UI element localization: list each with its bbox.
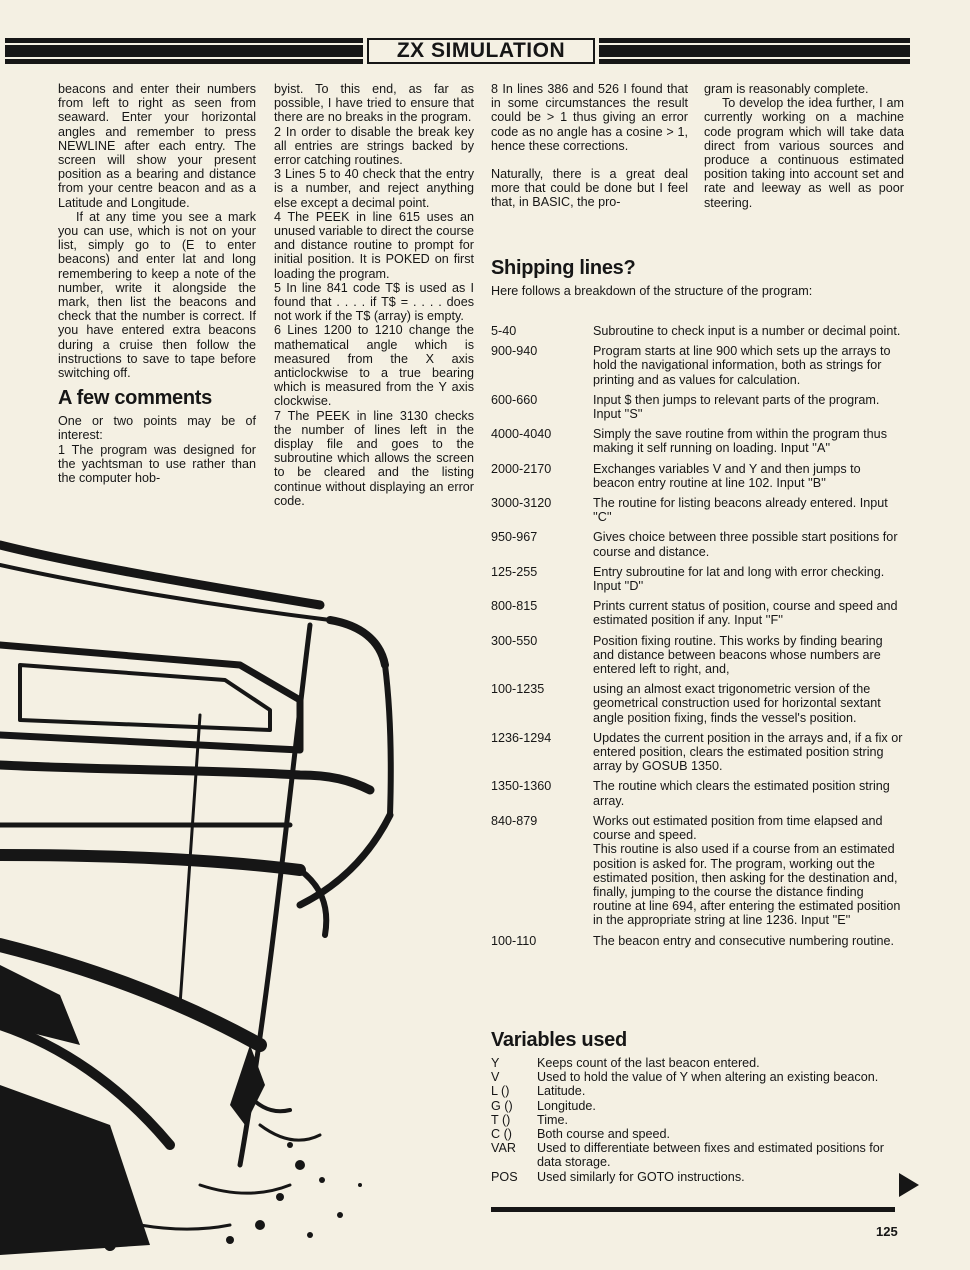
page-number: 125 (876, 1224, 898, 1239)
variable-description: Longitude. (537, 1098, 596, 1113)
variable-name: Y (491, 1056, 500, 1070)
list-item (491, 599, 905, 627)
variable-name: POS (491, 1169, 518, 1184)
line-description: Works out estimated position from time elapsed and course and speed. (593, 813, 883, 843)
variable-description: Keeps count of the last beacon entered. (537, 1056, 760, 1070)
paragraph: 3 Lines 5 to 40 check that the entry is a number, and reject anything else except a decimal point. (274, 167, 474, 210)
line-range: 2000-2170 (491, 461, 552, 476)
variable-description: Time. (537, 1112, 569, 1127)
paragraph: One or two points may be of interest: (58, 414, 256, 443)
line-range: 1350-1360 (491, 779, 552, 794)
line-description: using an almost exact trigonometric version of the geometrical construction used for horizontal sextant angle position fixing, finds the vessel's position. (593, 682, 881, 725)
header-rule-right (599, 38, 910, 64)
line-description: Exchanges variables V and Y and then jumps to beacon entry routine at line 102. Input ''B'' (593, 461, 861, 490)
variable-description: Latitude. (537, 1084, 586, 1099)
list-item (491, 324, 905, 338)
line-description: Prints current status of position, course and speed and estimated position if any. Input ''F'' (593, 599, 898, 628)
paragraph: 1 The program was designed for the yachtsman to use rather than the computer hob- (58, 442, 256, 486)
paragraph: 6 Lines 1200 to 1210 change the mathematical angle which is measured from the X axis anticlockwise to a true bearing which is measured from the Y axis clockwise. (274, 323, 474, 409)
shipping-intro: Here follows a breakdown of the structure of the program: (491, 284, 813, 298)
list-item (491, 731, 905, 774)
line-range: 900-940 (491, 344, 538, 359)
list-item (491, 682, 905, 725)
variable-name: T () (491, 1112, 511, 1127)
variable-name: L () (491, 1084, 510, 1099)
line-range: 3000-3120 (491, 496, 552, 511)
column-3 (491, 82, 688, 210)
header-rule-left (5, 38, 363, 64)
line-description: Simply the save routine from within the program thus making it self running on loading. Input ''A'' (593, 427, 887, 456)
list-item (491, 934, 905, 948)
list-item (491, 1056, 905, 1070)
section-heading: Variables used (491, 1029, 627, 1051)
line-range: 100-110 (491, 933, 537, 948)
continue-arrow-icon (899, 1173, 919, 1197)
paragraph: Naturally, there is a great deal more that could be done but I feel that, in BASIC, the pro- (491, 167, 688, 210)
variables-section (491, 1022, 905, 1056)
variable-description: Used to differentiate between fixes and estimated positions for data storage. (537, 1141, 884, 1170)
paragraph: beacons and enter their numbers from left to right as seen from seaward. Enter your horizontal angles and remember to press NEWLINE after each entry. The screen will show your present position as a bearing and distance from your centre beacon and as a Latitude and Longitude. (58, 82, 256, 210)
section-header (5, 38, 910, 64)
list-item (491, 393, 905, 421)
variables-list (491, 1056, 905, 1184)
line-description: The routine for listing beacons already entered. Input ''C'' (593, 496, 888, 525)
line-description: Input $ then jumps to relevant parts of the program. Input ''S'' (593, 392, 880, 422)
paragraph: If at any time you see a mark you can use, which is not on your list, simply go to (E to enter beacons) and enter lat and long remembering to keep a note of the number, write it alongside the mark, then list the beacons and check that the number is correct. If you have entered extra beacons during a cruise then follow the instructions to save to tape before switching off. (58, 209, 256, 381)
line-range: 125-255 (491, 564, 538, 579)
variable-name: VAR (491, 1141, 516, 1156)
paragraph: 4 The PEEK in line 615 uses an unused variable to direct the course and distance routine to prompt for initial position. It is POKED on first loading the program. (274, 209, 474, 281)
list-item (491, 496, 905, 524)
variable-name: C () (491, 1127, 512, 1142)
list-item (491, 530, 905, 558)
line-range: 5-40 (491, 324, 517, 338)
line-range: 300-550 (491, 633, 538, 648)
variable-name: G () (491, 1098, 513, 1113)
section-heading: A few comments (58, 387, 212, 410)
paragraph: To develop the idea further, I am currently working on a machine code program which will take data direct from various sources and produce a continuous estimated position taking into account set and rate and leeway as well as poor steering. (704, 96, 904, 210)
program-breakdown-list (491, 324, 905, 954)
line-description: Subroutine to check input is a number or decimal point. (593, 324, 901, 338)
line-description: Updates the current position in the arrays and, if a fix or entered position, clears the estimated position string array by GOSUB 1350. (593, 730, 903, 774)
list-item (491, 1084, 905, 1098)
line-description: Entry subroutine for lat and long with error checking. Input ''D'' (593, 564, 885, 594)
line-range: 1236-1294 (491, 730, 552, 745)
column-4 (704, 82, 904, 210)
list-item (491, 462, 905, 490)
section-heading: Shipping lines? (491, 257, 636, 279)
line-range: 600-660 (491, 392, 538, 407)
list-item (491, 565, 905, 593)
variable-description: Used to hold the value of Y when altering an existing beacon. (537, 1070, 879, 1085)
variable-name: V (491, 1070, 500, 1085)
paragraph: 5 In line 841 code T$ is used as I found that . . . . if T$ = . . . . does not work if the T$ (array) is empty. (274, 280, 474, 324)
paragraph: gram is reasonably complete. (704, 82, 869, 96)
paragraph: byist. To this end, as far as possible, I have tried to ensure that there are no breaks in the program. (274, 82, 474, 125)
line-description: Program starts at line 900 which sets up the arrays to hold the navigational information, both as strings for printing and as values for calculation. (593, 344, 891, 387)
line-range: 840-879 (491, 813, 538, 828)
list-item (491, 427, 905, 455)
bottom-rule (491, 1207, 895, 1212)
variable-description: Both course and speed. (537, 1127, 671, 1142)
line-description: Gives choice between three possible start positions for course and distance. (593, 530, 898, 559)
list-item (491, 814, 905, 842)
line-range (491, 842, 593, 927)
column-2 (274, 82, 474, 508)
list-item (491, 1141, 905, 1169)
list-item (491, 634, 905, 677)
line-description: Position fixing routine. This works by finding bearing and distance between beacons whose numbers are entered left to right, and, (593, 633, 883, 677)
paragraph: 8 In lines 386 and 526 I found that in some circumstances the result could be > 1 thus giving an error code as no angle has a cosine > 1, hence these corrections. (491, 82, 688, 153)
boat-illustration (0, 525, 480, 1255)
variable-description: Used similarly for GOTO instructions. (537, 1169, 745, 1184)
list-item (491, 1070, 905, 1084)
paragraph: 2 In order to disable the break key all entries are strings backed by error catching routines. (274, 124, 474, 168)
list-item (491, 1127, 905, 1141)
list-item (491, 842, 905, 927)
line-description: The routine which clears the estimated position string array. (593, 779, 890, 808)
shipping-section (491, 250, 905, 284)
line-range: 950-967 (491, 530, 538, 545)
line-description: The beacon entry and consecutive numbering routine. (593, 933, 895, 948)
list-item (491, 1099, 905, 1113)
list-item (491, 779, 905, 807)
paragraph: 7 The PEEK in line 3130 checks the number of lines left in the display file and goes to the subroutine which allows the screen to be cleared and the listing continue without displaying an error code. (274, 408, 474, 508)
line-range: 800-815 (491, 599, 538, 614)
column-1 (58, 82, 256, 485)
list-item (491, 1113, 905, 1127)
list-item (491, 1170, 905, 1184)
list-item (491, 344, 905, 387)
line-description: This routine is also used if a course from an estimated position is asked for. The program, working out the estimated position, then asking for the destination and, finally, jumping to the course the distance finding routine at line 694, after entering the estimated position in the appropriate string at line 1236. Input ''E'' (593, 842, 901, 928)
section-title: ZX SIMULATION (367, 38, 595, 64)
line-range: 100-1235 (491, 682, 545, 697)
line-range: 4000-4040 (491, 427, 552, 442)
